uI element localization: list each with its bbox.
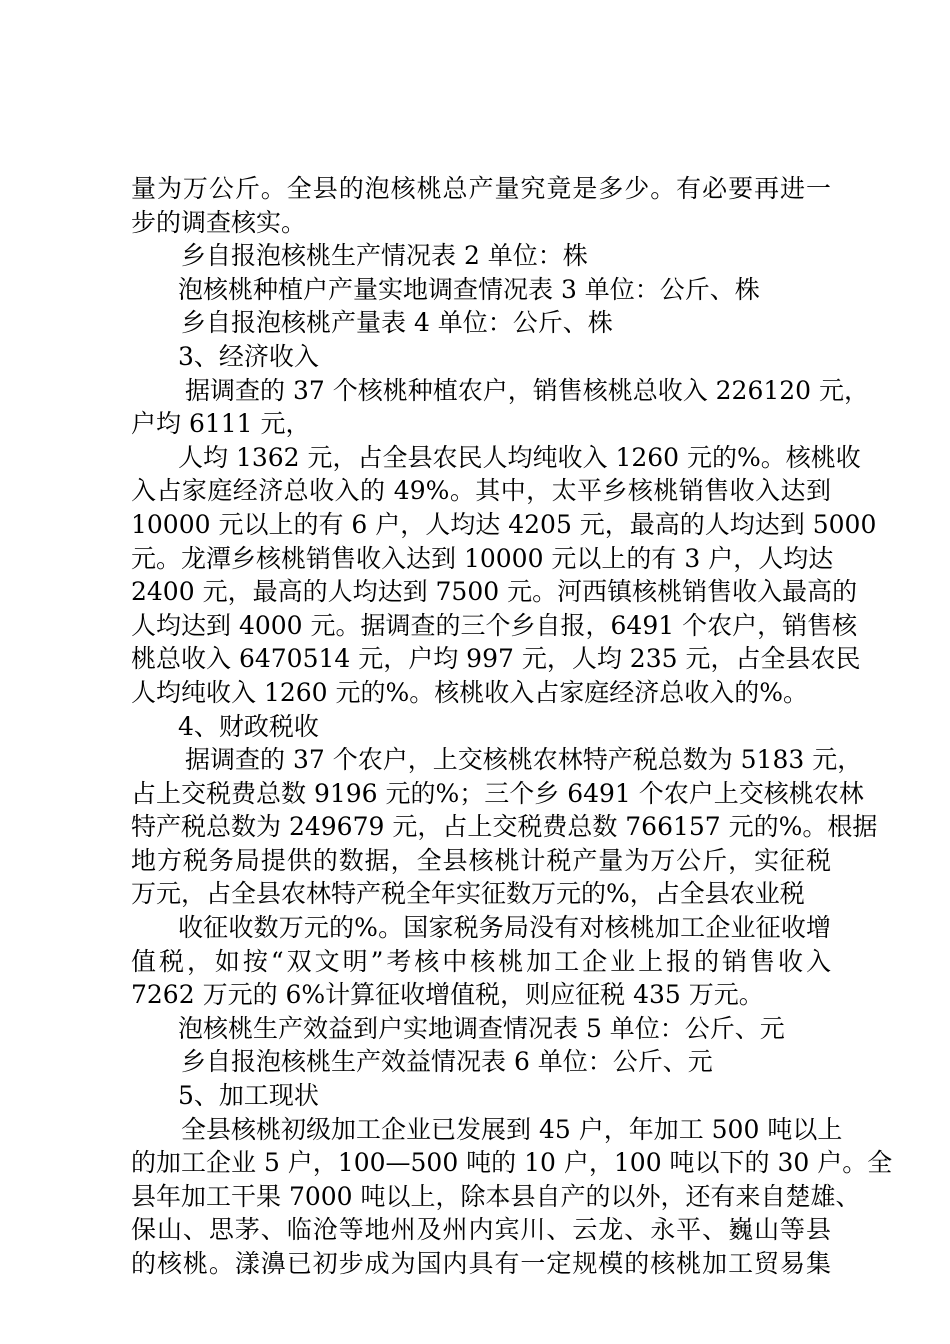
table-caption: 乡自报泡核桃产量表 4 单位：公斤、株 <box>181 308 613 338</box>
section-heading: 5、加工现状 <box>178 1081 319 1111</box>
text-line: 县年加工干果 7000 吨以上，除本县自产的以外，还有来自楚雄、 <box>131 1181 861 1211</box>
text-line: 7262 万元的 6%计算征收增值税，则应征税 435 万元。 <box>131 980 764 1010</box>
text-line: 据调查的 37 个核桃种植农户，销售核桃总收入 226120 元， <box>185 375 870 405</box>
table-caption: 泡核桃生产效益到户实地调查情况表 5 单位：公斤、元 <box>178 1013 785 1043</box>
table-caption: 乡自报泡核桃生产情况表 2 单位：株 <box>181 241 588 271</box>
text-line: 量为万公斤。全县的泡核桃总产量究竟是多少。有必要再进一 <box>131 174 831 203</box>
document-body <box>131 172 893 1281</box>
text-line: 2400 元，最高的人均达到 7500 元。河西镇核桃销售收入最高的 <box>131 577 858 607</box>
table-caption: 乡自报泡核桃生产效益情况表 6 单位：公斤、元 <box>181 1047 713 1077</box>
text-line: 入占家庭经济总收入的 49%。其中，太平乡核桃销售收入达到 <box>131 476 831 506</box>
text-line: 人均纯收入 1260 元的%。核桃收入占家庭经济总收入的%。 <box>131 677 809 707</box>
text-line: 户均 6111 元， <box>131 409 311 439</box>
section-heading: 4、财政税收 <box>178 711 319 741</box>
text-line: 保山、思茅、临沧等地州及州内宾川、云龙、永平、巍山等县 <box>131 1215 831 1245</box>
text-line: 地方税务局提供的数据，全县核桃计税产量为万公斤，实征税 <box>131 845 831 875</box>
text-line: 值税，如按“双文明”考核中核桃加工企业上报的销售收入 <box>131 946 831 976</box>
text-line: 元。龙潭乡核桃销售收入达到 10000 元以上的有 3 户，人均达 <box>131 543 834 573</box>
text-line: 全县核桃初级加工企业已发展到 45 户，年加工 500 吨以上 <box>181 1114 843 1144</box>
text-line: 的加工企业 5 户，100—500 吨的 10 户，100 吨以下的 30 户。全 <box>131 1148 893 1178</box>
table-caption: 泡核桃种植户产量实地调查情况表 3 单位：公斤、株 <box>178 274 760 304</box>
text-line: 据调查的 37 个农户，上交核桃农林特产税总数为 5183 元， <box>185 745 863 775</box>
text-line: 占上交税费总数 9196 元的%；三个乡 6491 个农户上交核桃农林 <box>131 778 864 808</box>
text-line: 10000 元以上的有 6 户，人均达 4205 元，最高的人均达到 5000 <box>131 509 877 539</box>
text-line: 桃总收入 6470514 元，户均 997 元，人均 235 元，占全县农民 <box>131 644 861 674</box>
text-line: 特产税总数为 249679 元，占上交税费总数 766157 元的%。根据 <box>131 812 878 842</box>
text-line: 步的调查核实。 <box>131 207 307 237</box>
text-line: 的核桃。漾濞已初步成为国内具有一定规模的核桃加工贸易集 <box>131 1249 831 1278</box>
text-line: 人均达到 4000 元。据调查的三个乡自报，6491 个农户，销售核 <box>131 610 858 640</box>
text-line: 收征收数万元的%。国家税务局没有对核桃加工企业征收增 <box>178 913 831 943</box>
section-heading: 3、经济收入 <box>178 341 319 371</box>
text-line: 万元，占全县农林特产税全年实征数万元的%，占全县农业税 <box>131 879 805 909</box>
text-line: 人均 1362 元，占全县农民人均纯收入 1260 元的%。核桃收 <box>178 442 861 472</box>
